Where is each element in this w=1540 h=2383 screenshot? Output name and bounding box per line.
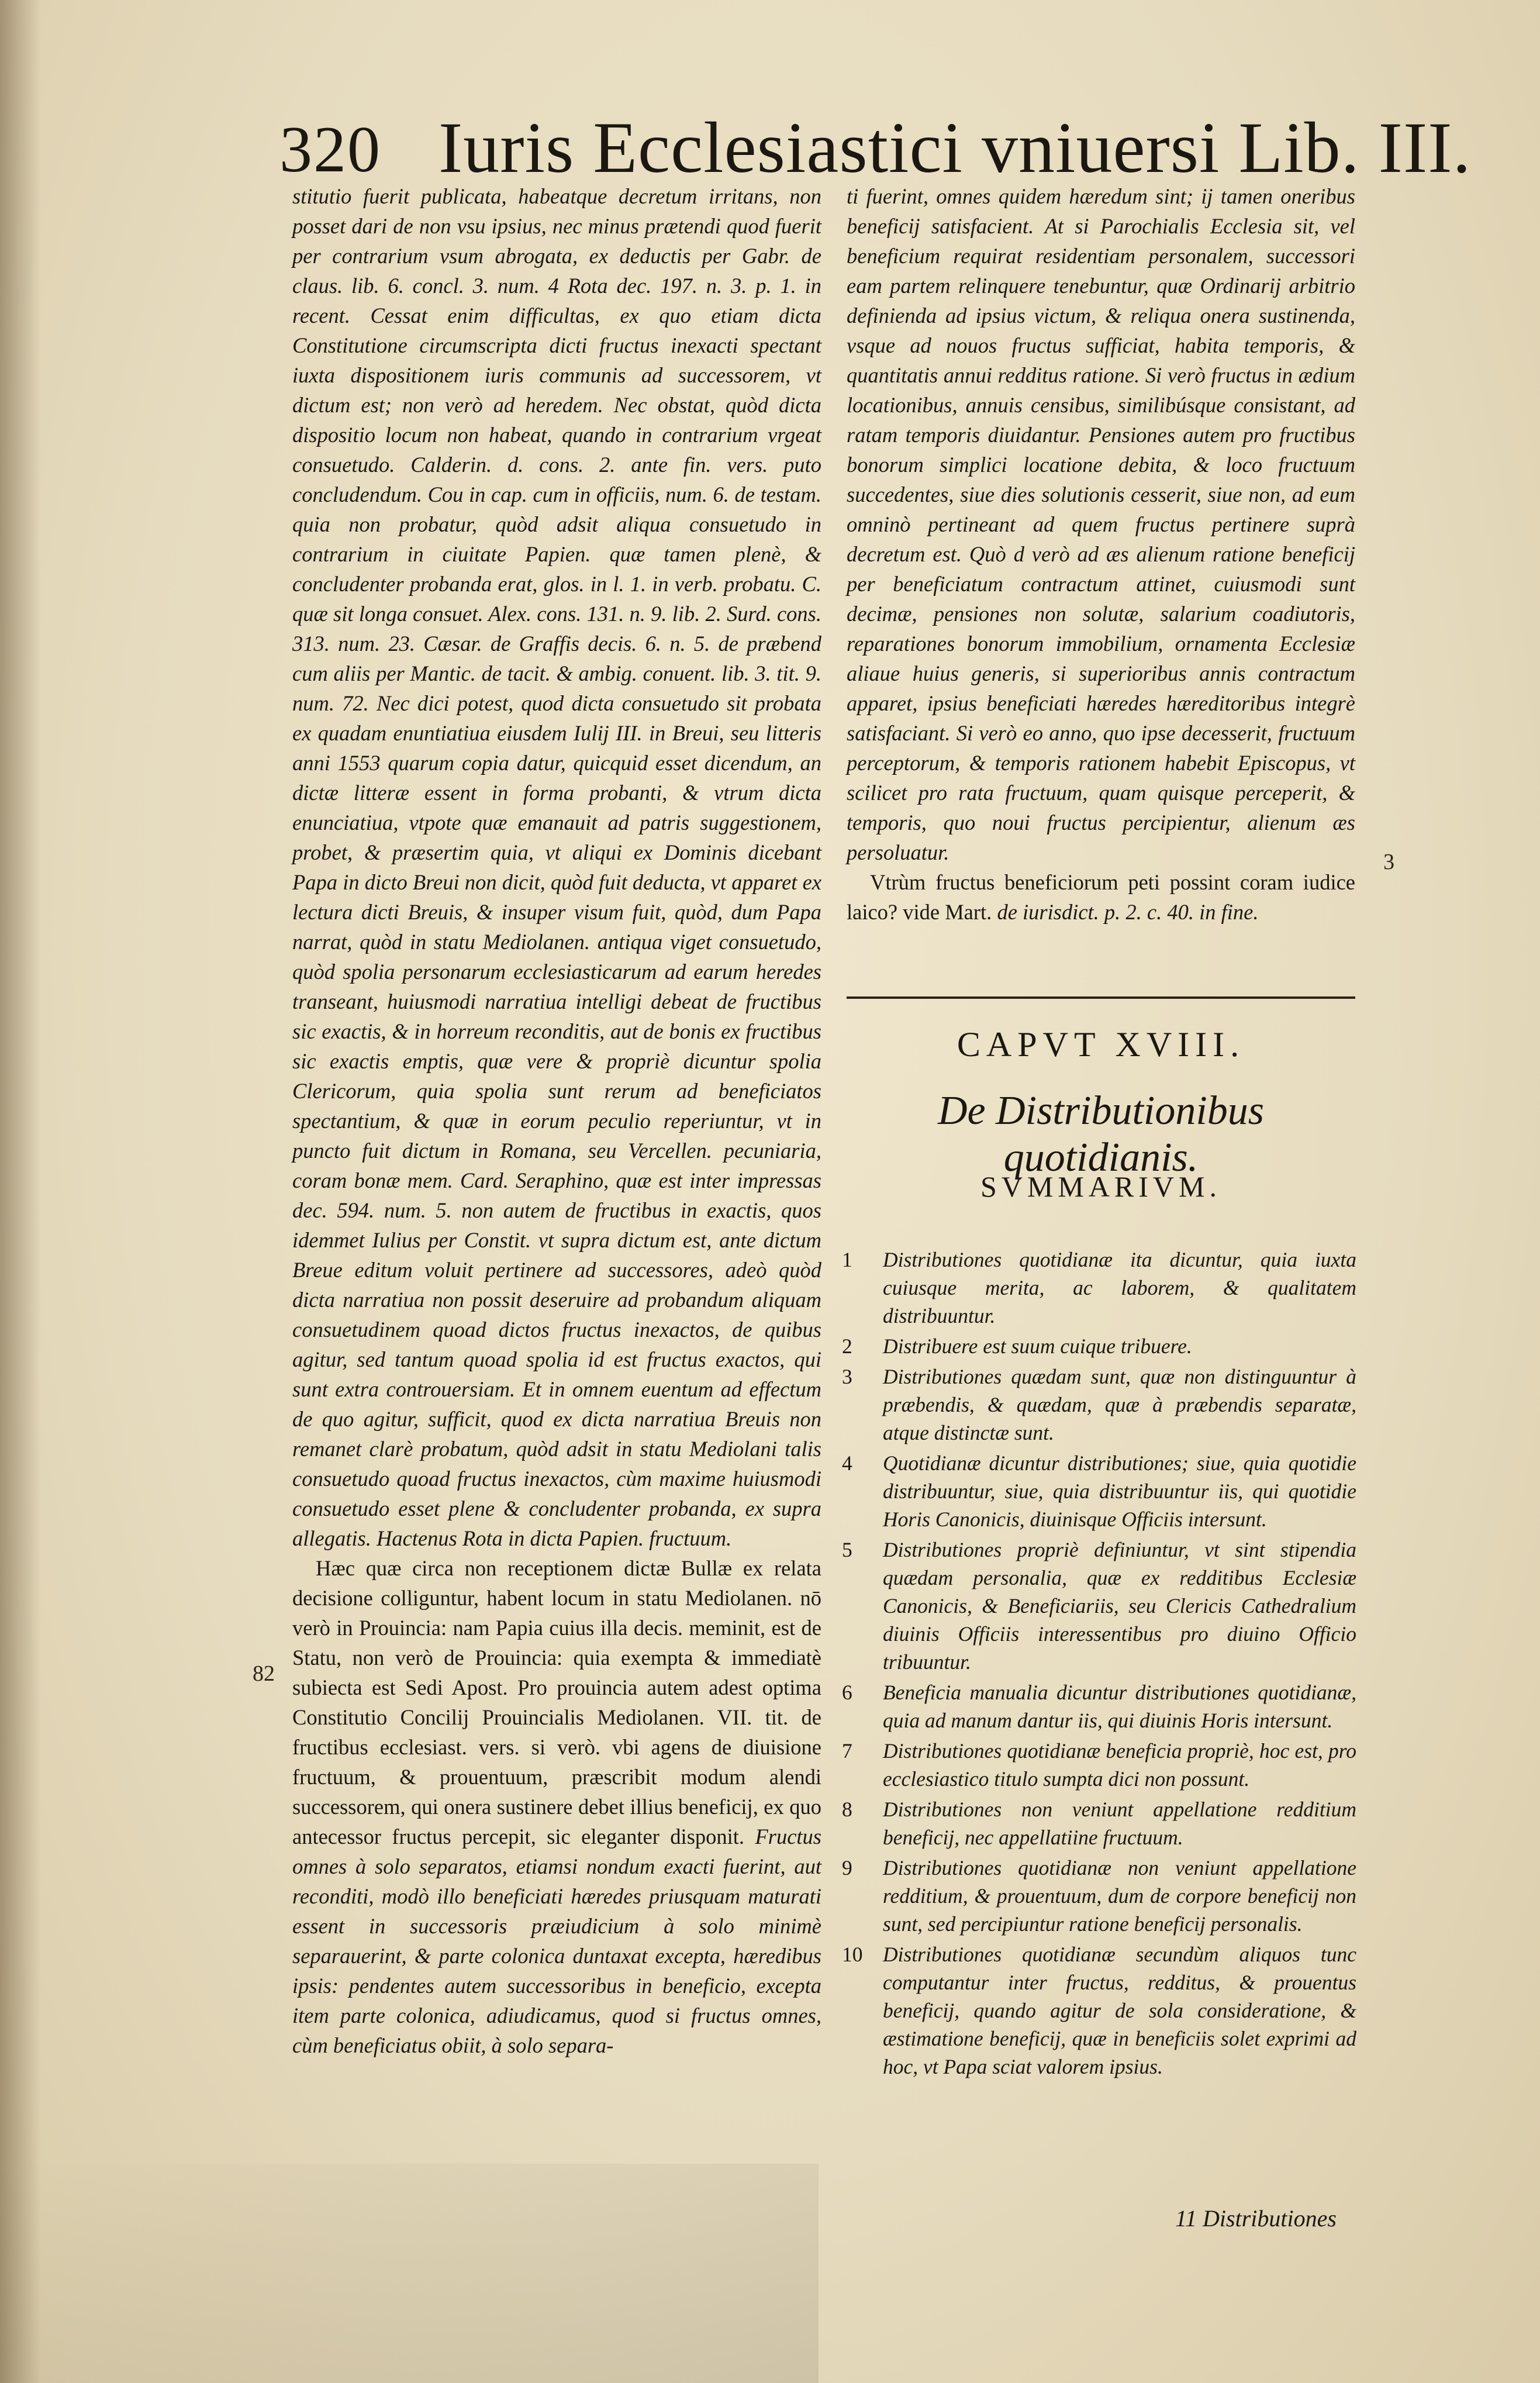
summary-item-number: 6 xyxy=(842,1681,852,1704)
summary-item xyxy=(842,1737,1356,1793)
page-header xyxy=(279,106,1472,188)
summary-item-text: Distributiones non veniunt appellatione redditium beneficij, nec appellatiine fructuum. xyxy=(883,1798,1356,1849)
catchword: 11 Distributiones xyxy=(1175,2205,1337,2232)
right-paragraph-2-ref: de iurisdict. p. 2. c. 40. in fine. xyxy=(997,900,1259,924)
page-shadow xyxy=(0,2164,819,2383)
summary-item-number: 2 xyxy=(842,1334,852,1358)
left-paragraph-2-quote: Fructus omnes à solo separatos, etiamsi nondum exacti fuerint, aut reconditi, modò illo beneficiati hæredes priusquam maturati essent in successoris præiudicium à solo minimè separauerint, & parte colonica duntaxat excepta, hæredibus ipsis: pendentes autem successoribus in beneficio, excepta item parte colonica, adiudicamus, quod si fructus omnes, cùm beneficiatus obiit, à solo separa- xyxy=(292,1825,822,2057)
summary-item xyxy=(842,1678,1356,1734)
summary-item xyxy=(842,1363,1356,1447)
left-paragraph-2 xyxy=(292,1553,821,2060)
left-paragraph-1: stitutio fuerit publicata, habeatque decretum irritans, non posset dari de non vsu ipsius, nec minus prætendi quod fuerit per contrarium vsum abrogata, ex deductis per Gabr. de claus. lib. 6. concl. 3. num. 4 Rota dec. 197. n. 3. p. 1. in recent. Cessat enim difficultas, ex quo etiam dicta Constitutione circumscripta dicti fructus inexacti spectant iuxta dispositionem iuris communis ad successorem, vt dictum est; non verò ad heredem. Nec obstat, quòd dicta dispositio locum non habeat, quando in contrarium vrgeat consuetudo. Calderin. d. cons. 2. ante fin. vers. puto concludendum. Cou in cap. cum in officiis, num. 6. de testam. quia non probatur, quòd adsit aliqua consuetudo in contrarium in ciuitate Papien. quæ tamen plenè, & concludenter probanda erat, glos. in l. 1. in verb. probatu. C. quæ sit longa consuet. Alex. cons. 131. n. 9. lib. 2. Surd. cons. 313. num. 23. Cæsar. de Graffis decis. 6. n. 5. de præbend cum aliis per Mantic. de tacit. & ambig. conuent. lib. 3. tit. 9. num. 72. Nec dici potest, quod dicta consuetudo sit probata ex quadam enuntiatiua eiusdem Iulij III. in Breui, seu litteris anni 1553 quarum copia datur, quicquid esset dicendum, an dictæ litteræ essent in forma probanti, & vtrum dicta enunciatiua, vtpote quæ emanauit ad patris suggestionem, probet, & præsertim quia, vt aliqui ex Dominis dicebant Papa in dicto Breui non dicit, quòd fuit deducta, vt apparet ex lectura dicti Breuis, & insuper visum fuit, quòd, dum Papa narrat, quòd in statu Mediolanen. antiqua viget consuetudo, quòd spolia personarum ecclesiasticarum ad earum heredes transeant, huiusmodi narratiua intelligi debeat de fructibus sic exactis, & in horreum reconditis, aut de bonis ex fructibus sic exactis emptis, quæ vere & propriè dicuntur spolia Clericorum, quia spolia sunt rerum ad beneficiatos spectantium, & quæ in eorum peculio reperiuntur, vt in puncto fuit dictum in Romana, seu Vercellen. pecuniaria, coram bonæ mem. Card. Seraphino, quæ est inter impressas dec. 594. num. 5. non autem de fructibus in exactis, quos idemmet Iulius per Constit. vt supra dictum est, ante dictum Breue editum voluit pertinere ad successores, adeò quòd dicta narratiua non possit deseruire ad probandum aliquam consuetudinem quoad dictos fructus inexactos, de quibus agitur, sed tantum quoad spolia id est fructus exactos, qui sunt extra controuersiam. Et in omnem euentum ad effectum de quo agitur, sufficit, quod ex dicta narratiua Breuis non remanet clarè probatum, quòd adsit in statu Mediolani talis consuetudo quoad fructus inexactos, cùm maxime huiusmodi consuetudo esset plene & concludenter probanda, ex supra allegatis. Hactenus Rota in dicta Papien. fructuum. xyxy=(292,184,821,1550)
summary-item xyxy=(842,1854,1356,1938)
summary-item-number: 5 xyxy=(842,1538,852,1561)
summary-item-text: Beneficia manualia dicuntur distributiones quotidianæ, quia ad manum dantur iis, qui diuinis Horis intersunt. xyxy=(883,1681,1356,1732)
summary-item-number: 3 xyxy=(842,1365,852,1388)
right-margin-note: 3 xyxy=(1383,850,1394,874)
summary-heading: SVMMARIVM. xyxy=(980,1170,1221,1203)
summary-item-text: Distributiones quotidianæ beneficia propriè, hoc est, pro ecclesiastico titulo sumpta dici non possunt. xyxy=(883,1739,1356,1791)
summary-item-text: Distributiones quotidianæ secundùm aliquos tunc computantur inter fructus, redditus, & prouentus beneficij, quando agitur de sola consideratione, & æstimatione beneficij, quæ in beneficiis solet exprimi ad hoc, vt Papa sciat valorem ipsius. xyxy=(883,1943,1356,2078)
summary-item-number: 9 xyxy=(842,1856,852,1879)
summary-item-text: Distribuere est suum cuique tribuere. xyxy=(883,1334,1192,1358)
page-number: 320 xyxy=(279,113,381,186)
left-margin-note: 82 xyxy=(253,1661,275,1686)
summary-item xyxy=(842,1940,1356,2081)
summary-item xyxy=(842,1332,1356,1360)
summary-item-text: Distributiones quotidianæ non veniunt appellatione redditium, & prouentuum, dum de corpore beneficij non sunt, sed percipiuntur ratione beneficij personalis. xyxy=(883,1856,1356,1936)
running-title: Iuris Ecclesiastici vniuersi Lib. III. xyxy=(438,108,1472,188)
summary-item-text: Distributiones quotidianæ ita dicuntur, quia iuxta cuiusque merita, ac laborem, & qualitatem distribuuntur. xyxy=(883,1248,1356,1327)
summary-item-text: Distributiones propriè definiuntur, vt sint stipendia quædam personalia, quæ ex redditibus Ecclesiæ Canonicis, & Beneficiariis, seu Clericis Cathedralium diuinis Officiis interessentibus pro diuino Officio tribuuntur. xyxy=(883,1538,1356,1674)
summary-item xyxy=(842,1246,1356,1330)
right-paragraph-2 xyxy=(847,867,1355,927)
chapter-heading: CAPVT XVIII. xyxy=(957,1025,1245,1064)
chapter-rule xyxy=(847,996,1355,999)
summary-item-number: 10 xyxy=(842,1943,863,1966)
summary-list xyxy=(842,1246,1356,2083)
summary-item xyxy=(842,1795,1356,1851)
summary-item-text: Quotidianæ dicuntur distributiones; siue, quia quotidie distribuuntur, siue, quia distribuuntur iis, qui quotidie Horis Canonicis, diuinisque Officiis intersunt. xyxy=(883,1451,1356,1531)
left-column xyxy=(292,181,821,2199)
chapter-subtitle: De Distributionibus quotidianis. xyxy=(937,1088,1265,1180)
summary-item-number: 8 xyxy=(842,1798,852,1821)
summary-item-text: Distributiones quædam sunt, quæ non distinguuntur à præbendis, & quædam, quæ à præbendis separatæ, atque distinctæ sunt. xyxy=(883,1365,1356,1444)
right-paragraph-1: ti fuerint, omnes quidem hæredum sint; ij tamen oneribus beneficij satisfacient. At si Parochialis Ecclesia sit, vel beneficium requirat residentiam personalem, successori eam partem relinquere tenebuntur, quæ Ordinarij arbitrio definienda ad ipsius victum, & reliqua onera sustinenda, vsque ad nouos fructus sufficiat, habita temporis, & quantitatis annui redditus ratione. Si verò fructus in ædium locationibus, annuis censibus, similibúsque consistant, ad ratam temporis diuidantur. Pensiones autem pro fructibus bonorum simplici locatione debita, & loco fructuum succedentes, siue dies solutionis cesserit, siue non, ad eum omninò pertineant ad quem fructus pertinere suprà decretum est. Quò d verò ad æs alienum ratione beneficij per beneficiatum contractum attinet, cuiusmodi sunt decimæ, pensiones non solutæ, salarium coadiutoris, reparationes bonorum immobilium, ornamenta Ecclesiæ aliaue huius generis, si superioribus annis contractum apparet, ipsius beneficiati hæredes hæreditoribus integrè satisfaciant. Si verò eo anno, quo ipse decesserit, fructuum perceptorum, & temporis rationem habebit Episcopus, vt scilicet pro rata fructuum, quam quisque perceperit, & temporis, quo noui fructus percipientur, alienum æs persoluatur. xyxy=(847,184,1355,864)
summary-item-number: 7 xyxy=(842,1739,852,1763)
summary-item-number: 4 xyxy=(842,1451,852,1475)
left-paragraph-2-text: Hæc quæ circa non receptionem dictæ Bullæ ex relata decisione colliguntur, habent locum in statu Mediolanen. nō verò in Prouincia: nam Papia cuius illa decis. meminit, est de Statu, non verò de Prouincia: quia exempta & immediatè subiecta est Sedi Apost. Pro prouincia autem adest optima Constitutio Concilij Prouincialis Mediolanen. VII. tit. de fructibus ecclesiast. vers. si verò. vbi agens de diuisione fructuum, & prouentuum, præscribit modum alendi successorem, qui onera sustinere debet illius beneficij, ex quo antecessor fructus percepit, sic eleganter disponit. xyxy=(292,1556,821,1849)
summary-item-number: 1 xyxy=(842,1248,852,1271)
summary-item xyxy=(842,1449,1356,1533)
right-paragraph-2-text: Vtrùm fructus beneficiorum peti possint coram iudice laico? vide Mart. xyxy=(847,870,1355,924)
summary-item xyxy=(842,1536,1356,1676)
